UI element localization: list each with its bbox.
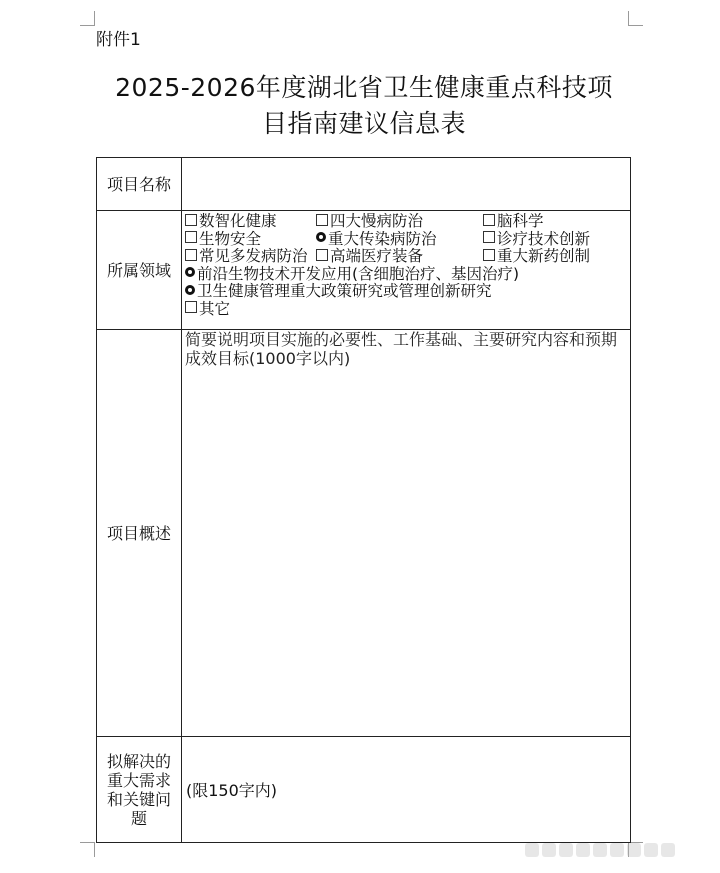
field-option[interactable] [316, 231, 437, 249]
field-option-label: 脑科学 [497, 212, 544, 230]
field-option-label: 其它 [199, 299, 231, 318]
field-option-label: 生物安全 [199, 229, 262, 248]
field-option[interactable] [483, 248, 590, 266]
title-line-2: 目指南建议信息表 [261, 109, 466, 138]
field-option-row [185, 231, 628, 249]
checkbox-empty-icon[interactable] [185, 301, 197, 313]
checkbox-empty-icon[interactable] [483, 214, 495, 226]
summary-hint[interactable]: 简要说明项目实施的必要性、工作基础、主要研究内容和预期成效目标(1000字以内) [182, 330, 631, 737]
row-project-name [97, 158, 631, 211]
crop-mark-top-left [80, 11, 95, 26]
field-option-row [185, 283, 628, 301]
field-option[interactable] [316, 213, 423, 231]
field-option[interactable] [185, 266, 519, 284]
field-option-row [185, 213, 628, 231]
checkbox-empty-icon[interactable] [483, 231, 495, 243]
field-label: 所属领域 [97, 211, 182, 330]
field-option[interactable] [185, 213, 277, 231]
field-option-label: 高端医疗装备 [330, 247, 424, 265]
field-option-label: 重大新药创制 [497, 247, 591, 265]
field-option-label: 数智化健康 [199, 212, 277, 230]
summary-label: 项目概述 [97, 330, 182, 737]
radio-filled-icon[interactable] [185, 285, 195, 295]
title-line-1: 2025-2026年度湖北省卫生健康重点科技项 [115, 73, 613, 102]
row-problem [97, 737, 631, 843]
radio-filled-icon[interactable] [316, 232, 326, 242]
document-title [96, 70, 632, 142]
checkbox-empty-icon[interactable] [316, 249, 328, 261]
checkbox-empty-icon[interactable] [316, 214, 328, 226]
checkbox-empty-icon[interactable] [185, 249, 197, 261]
field-option-label: 四大慢病防治 [330, 212, 424, 230]
crop-mark-top-right [628, 11, 643, 26]
problem-label: 拟解决的重大需求和关键问题 [97, 737, 182, 843]
field-option[interactable] [483, 213, 544, 231]
field-option-label: 常见多发病防治 [199, 247, 308, 265]
field-option[interactable] [185, 231, 261, 249]
checkbox-empty-icon[interactable] [185, 214, 197, 226]
project-name-cell[interactable] [182, 158, 631, 211]
field-option[interactable] [483, 231, 590, 249]
field-option-row [185, 248, 628, 266]
checkbox-empty-icon[interactable] [185, 231, 197, 243]
field-option[interactable] [185, 248, 308, 266]
field-option-label: 诊疗技术创新 [497, 229, 591, 248]
radio-filled-icon[interactable] [185, 267, 195, 277]
info-form-table [96, 157, 631, 843]
field-options-cell [182, 211, 631, 330]
field-option[interactable] [185, 301, 230, 319]
field-option[interactable] [316, 248, 423, 266]
field-option-row [185, 266, 628, 284]
field-option-label: 卫生健康管理重大政策研究或管理创新研究 [197, 282, 492, 300]
field-option-label: 前沿生物技术开发应用(含细胞治疗、基因治疗) [197, 264, 520, 283]
field-option-label: 重大传染病防治 [328, 229, 437, 248]
field-option-row [185, 301, 628, 319]
row-summary [97, 330, 631, 737]
row-field [97, 211, 631, 330]
problem-hint[interactable]: (限150字内) [182, 737, 631, 843]
watermark-logo [525, 842, 705, 860]
attachment-label: 附件1 [96, 30, 141, 50]
field-option[interactable] [185, 283, 492, 301]
checkbox-empty-icon[interactable] [483, 249, 495, 261]
crop-mark-bottom-left [80, 842, 95, 857]
project-name-label: 项目名称 [97, 158, 182, 211]
